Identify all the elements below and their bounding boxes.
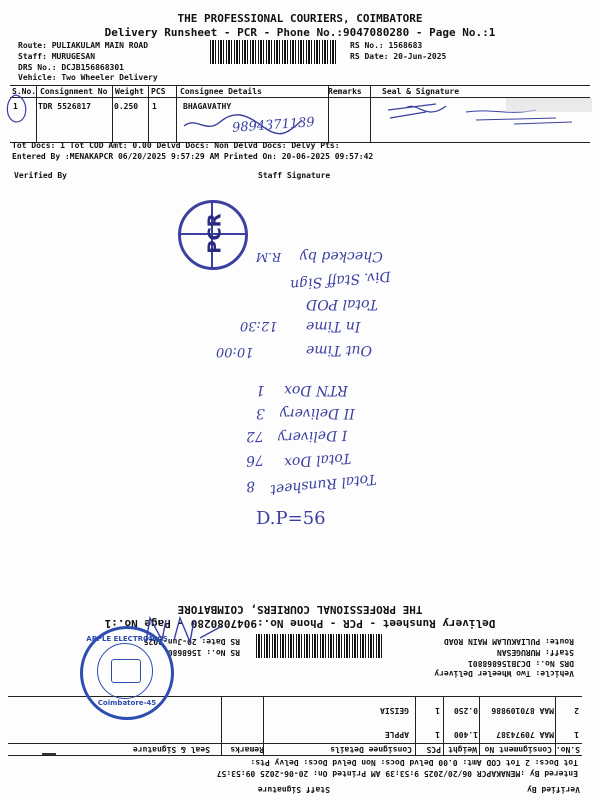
ii-delivery-label: II Delivery (280, 405, 355, 421)
circle-mark (2, 92, 32, 126)
rs-number: RS No.: 1568683 (350, 41, 423, 50)
stamp-bird-icon (111, 659, 141, 683)
bottom-row1-weight: 1.400 (453, 730, 478, 739)
header-pcs: PCS (151, 87, 166, 96)
out-time-value: 10:00 (216, 344, 254, 359)
header-weight: Weight (115, 87, 144, 96)
bottom-totals-line: Tot Docs: 2 Tot COD Amt: 0.00 Delvd Docs: Non Delvd Docs: Delvy Pts: (250, 758, 578, 767)
bottom-runsheet-subtitle: Delivery Runsheet - PCR - Phone No.:9047080280 - Page No.:1 (104, 617, 496, 630)
bottom-row2-pcs: 1 (435, 706, 440, 715)
pcr-stamp (178, 200, 248, 270)
bottom-vehicle: Vehicle: Two Wheeler Delivery (434, 669, 574, 678)
bottom-drs-number: DRS No.: DCJB156868801 (468, 659, 574, 668)
bottom-header-seal: Seal & Signature (132, 745, 210, 754)
small-mark (40, 748, 60, 760)
staff: Staff: MURUGESAN (18, 52, 96, 61)
row-pcs: 1 (152, 102, 157, 111)
rtn-dox-label: RTN Dox (284, 382, 348, 398)
stamp-city: Coimbatore-45 (97, 699, 157, 707)
header-sno: S.No. (12, 87, 37, 96)
bottom-company-title: THE PROFESSIONAL COURIERS, COIMBATORE (177, 603, 423, 616)
in-time-value: 12:30 (240, 318, 278, 333)
bottom-entered-by: Entered By :MENAKAPCR 06/20/2025 9:53:39 AM Printed On: 20-06-2025 09:53:57 (216, 769, 578, 778)
runsheet-subtitle: Delivery Runsheet - PCR - Phone No.:9047080280 - Page No.:1 (104, 26, 496, 39)
header-consignee: Consignee Details (180, 87, 262, 96)
bottom-rs-number: RS No.: 1568680 (167, 648, 240, 657)
bottom-row1-sno: 1 (574, 730, 579, 739)
entered-by: Entered By :MENAKAPCR 06/20/2025 9:57:29 AM Printed On: 20-06-2025 09:57:42 (12, 152, 374, 161)
company-title: THE PROFESSIONAL COURIERS, COIMBATORE (177, 12, 423, 25)
ii-delivery-value: 3 (256, 405, 265, 421)
vehicle: Vehicle: Two Wheeler Delivery (18, 73, 158, 82)
header-remarks: Remarks (328, 87, 362, 96)
bottom-staff-signature: Staff Signature (257, 785, 330, 794)
in-time-label: In Time (306, 318, 361, 334)
total-dox-value: 76 (245, 451, 265, 469)
bottom-staff: Staff: MURUGESAN (496, 648, 574, 657)
rs-date: RS Date: 20-Jun-2025 (350, 52, 447, 61)
bottom-row2-consignee: GEISIA (380, 706, 409, 715)
pcr-stamp-text: PCR (204, 213, 226, 254)
bottom-row2-consignment: MAA 870109886 (491, 706, 554, 715)
bottom-row1-pcs: 1 (435, 730, 440, 739)
bottom-row1-consignee: APPLE (384, 730, 409, 739)
bottom-header-sno: S.No. (555, 745, 580, 754)
handwritten-number: 9894371139 (231, 115, 316, 136)
row-weight: 0.250 (114, 102, 139, 111)
verified-by: Verified By (14, 171, 67, 180)
out-time-label: Out Time (306, 342, 372, 358)
bottom-header-remarks: Remarks (230, 745, 264, 754)
bottom-row2-weight: 0.250 (453, 706, 478, 715)
staff-signature: Staff Signature (258, 171, 331, 180)
total-dox-label: Total Dox (283, 449, 352, 471)
header-consignment: Consignment No (40, 87, 108, 96)
total-runsheet-value: 8 (245, 477, 256, 495)
rtn-dox-value: 1 (256, 382, 265, 398)
bottom-header-consignment: Consignment No (484, 745, 552, 754)
header-seal: Seal & Signature (382, 87, 460, 96)
dp-count: D.P=56 (256, 508, 326, 529)
row-consignee: BHAGAVATHY (183, 102, 232, 111)
bottom-header-pcs: PCS (426, 745, 441, 754)
bottom-row1-consignment: MAA 70974387 (496, 730, 554, 739)
bottom-barcode (254, 634, 382, 658)
totals-line: Tot Docs: 1 Tot COD Amt: 0.00 Delvd Docs: Non Delvd Docs: Delvy Pts: (12, 141, 340, 150)
i-delivery-value: 72 (245, 427, 265, 445)
total-runsheet-label: Total Runsheet (269, 470, 378, 498)
bottom-header-consignee: Consignee Details (330, 745, 412, 754)
bottom-rs-date: RS Date: 20-Jun-2025 (143, 637, 240, 646)
drs-number: DRS No.: DCJB156868301 (18, 63, 124, 72)
bottom-signature-scribble (140, 612, 230, 652)
checked-by-label: Checked by (300, 248, 383, 264)
route: Route: PULIAKULAM MAIN ROAD (18, 41, 149, 50)
stamp-name: APPLE ELECTRONICS (86, 635, 168, 643)
checked-by-sign: R.M (256, 250, 282, 264)
total-pod-label: Total POD (306, 296, 378, 312)
i-delivery-label: I Delivery (277, 426, 348, 446)
div-staff-sign-label: Div. Staff Sign (289, 267, 392, 293)
row-consignment: TDR 5526817 (38, 102, 91, 111)
bottom-row2-sno: 2 (574, 706, 579, 715)
bottom-header-weight: Weight (448, 745, 477, 754)
row-sno: 1 (13, 102, 18, 111)
barcode (210, 40, 338, 64)
bottom-verified-by: Verified By (527, 785, 580, 794)
bottom-route: Route: PULIAKULAM MAIN ROAD (443, 637, 574, 646)
